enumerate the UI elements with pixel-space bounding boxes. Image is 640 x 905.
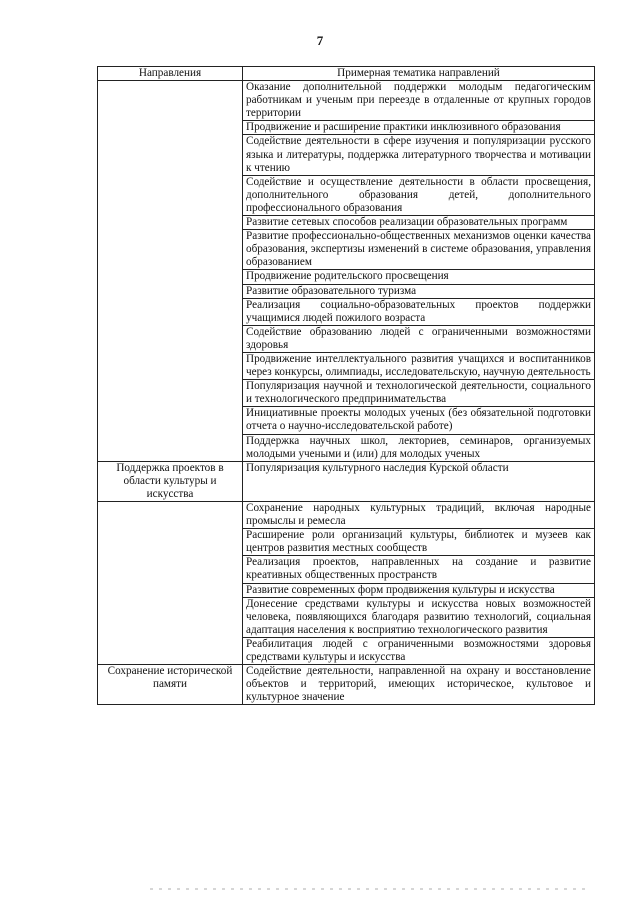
direction-cell-empty — [98, 380, 243, 407]
table-body — [98, 81, 595, 705]
direction-cell: Поддержка проектов в области культуры и искусства — [98, 461, 243, 501]
direction-cell: Сохранение исторической памяти — [98, 665, 243, 705]
table-row — [98, 637, 595, 664]
table-row — [98, 583, 595, 597]
table-row — [98, 352, 595, 379]
topic-cell: Содействие образованию людей с ограниченными возможностями здоровья — [243, 325, 595, 352]
direction-cell-empty — [98, 298, 243, 325]
topic-cell: Поддержка научных школ, лекториев, семинаров, организуемых молодыми учеными и (или) для молодых ученых — [243, 434, 595, 461]
direction-cell-empty — [98, 175, 243, 215]
topic-cell: Содействие деятельности, направленной на охрану и восстановление объектов и территорий, имеющих историческое, культовое и культурное значение — [243, 665, 595, 705]
direction-cell-empty — [98, 597, 243, 637]
direction-cell-empty — [98, 81, 243, 121]
direction-cell-empty — [98, 216, 243, 230]
direction-cell-empty — [98, 529, 243, 556]
direction-cell-empty — [98, 135, 243, 175]
topic-cell: Оказание дополнительной поддержки молодым педагогическим работникам и ученым при переезде в отдаленные от крупных городов территории — [243, 81, 595, 121]
direction-cell-empty — [98, 352, 243, 379]
topic-cell: Развитие сетевых способов реализации образовательных программ — [243, 216, 595, 230]
topic-cell: Содействие и осуществление деятельности в области просвещения, дополнительного образования детей, дополнительного профессионального образования — [243, 175, 595, 215]
table-row — [98, 270, 595, 284]
topic-cell: Развитие образовательного туризма — [243, 284, 595, 298]
topic-cell: Развитие современных форм продвижения культуры и искусства — [243, 583, 595, 597]
table-row — [98, 81, 595, 121]
direction-cell-empty — [98, 583, 243, 597]
table-row — [98, 230, 595, 270]
topic-cell: Продвижение родительского просвещения — [243, 270, 595, 284]
table-row — [98, 298, 595, 325]
direction-cell-empty — [98, 637, 243, 664]
topic-cell: Донесение средствами культуры и искусства новых возможностей человека, появляющихся благодаря развитию технологий, социальная адаптация населения к восприятию технологического развития — [243, 597, 595, 637]
page-number: 7 — [316, 33, 324, 48]
table-row — [98, 121, 595, 135]
table-row — [98, 597, 595, 637]
direction-cell-empty — [98, 270, 243, 284]
direction-cell-empty — [98, 325, 243, 352]
header-directions: Направления — [98, 67, 243, 81]
table-row — [98, 407, 595, 434]
topic-cell: Популяризация культурного наследия Курской области — [243, 461, 595, 501]
table-row — [98, 556, 595, 583]
topic-cell: Продвижение и расширение практики инклюзивного образования — [243, 121, 595, 135]
topic-cell: Сохранение народных культурных традиций, включая народные промыслы и ремесла — [243, 502, 595, 529]
direction-cell-empty — [98, 502, 243, 529]
header-topics: Примерная тематика направлений — [243, 67, 595, 81]
table-row — [98, 529, 595, 556]
direction-cell-empty — [98, 434, 243, 461]
topic-cell: Развитие профессионально-общественных механизмов оценки качества образования, экспертизы изменений в системе образования, управления образованием — [243, 230, 595, 270]
directions-table — [97, 66, 595, 705]
table-row — [98, 216, 595, 230]
table-row — [98, 325, 595, 352]
topic-cell: Содействие деятельности в сфере изучения и популяризации русского языка и литературы, поддержка литературного творчества и мотивации к чтению — [243, 135, 595, 175]
topic-cell: Реализация социально-образовательных проектов поддержки учащимися людей пожилого возраста — [243, 298, 595, 325]
direction-cell-empty — [98, 556, 243, 583]
topic-cell: Реализация проектов, направленных на создание и развитие креативных общественных пространств — [243, 556, 595, 583]
topic-cell: Расширение роли организаций культуры, библиотек и музеев как центров развития местных сообществ — [243, 529, 595, 556]
topic-cell: Продвижение интеллектуального развития учащихся и воспитанников через конкурсы, олимпиады, исследовательскую, научную деятельность — [243, 352, 595, 379]
table-row — [98, 284, 595, 298]
table-header-row — [98, 67, 595, 81]
table-row — [98, 175, 595, 215]
direction-cell-empty — [98, 230, 243, 270]
topic-cell: Инициативные проекты молодых ученых (без обязательной подготовки отчета о научно-исследовательской работе) — [243, 407, 595, 434]
table-row — [98, 380, 595, 407]
direction-cell-empty — [98, 121, 243, 135]
topic-cell: Популяризация научной и технологической деятельности, социального и технологического предпринимательства — [243, 380, 595, 407]
direction-cell-empty — [98, 284, 243, 298]
table-row — [98, 665, 595, 705]
table-row — [98, 461, 595, 501]
topic-cell: Реабилитация людей с ограниченными возможностями здоровья средствами культуры и искусства — [243, 637, 595, 664]
direction-cell-empty — [98, 407, 243, 434]
scan-artifact-line — [150, 888, 590, 890]
table-row — [98, 135, 595, 175]
table-row — [98, 502, 595, 529]
table-row — [98, 434, 595, 461]
